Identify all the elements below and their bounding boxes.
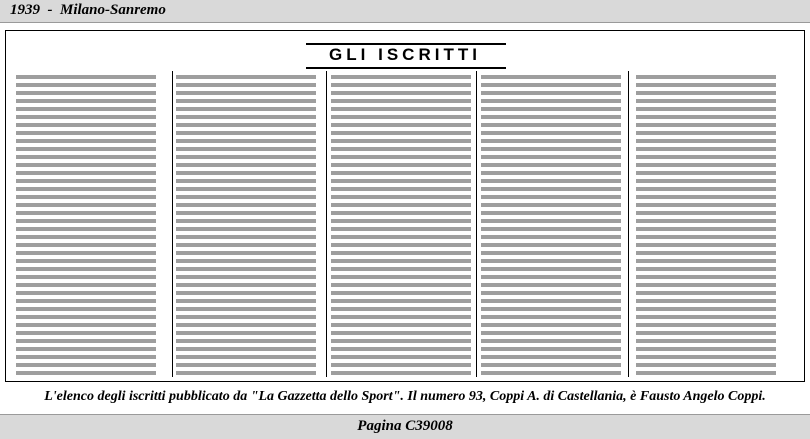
- column-divider: [172, 71, 173, 377]
- entry-column-4: [481, 75, 621, 377]
- entry-column-5: [636, 75, 776, 377]
- page-number: Pagina C39008: [357, 418, 453, 434]
- scanned-entry-list: [5, 30, 805, 382]
- column-divider: [326, 71, 327, 377]
- page-header: [0, 0, 810, 23]
- column-divider: [476, 71, 477, 377]
- list-title: GLI ISCRITTI: [329, 45, 481, 64]
- page-title: 1939 - Milano-Sanremo: [10, 2, 166, 18]
- entry-column-3: [331, 75, 471, 377]
- column-divider: [628, 71, 629, 377]
- entry-column-1: [16, 75, 156, 377]
- title-rule-bottom: [306, 67, 506, 69]
- entry-column-2: [176, 75, 316, 377]
- image-caption: L'elenco degli iscritti pubblicato da "La Gazzetta dello Sport". Il numero 93, Coppi A. di Castellania, è Fausto Angelo Coppi.: [44, 389, 766, 404]
- page-footer: [0, 414, 810, 439]
